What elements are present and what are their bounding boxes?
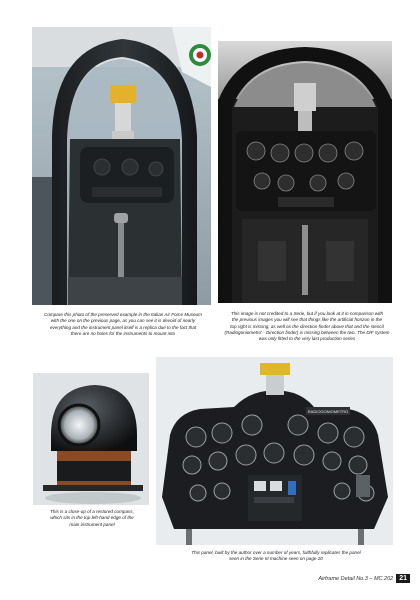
instrument-panel-caption <box>156 550 396 563</box>
caption-line: there are no holes for the instruments to mount into <box>70 330 176 336</box>
caption-line: with the one on the previous page, as you can see it is devoid of nearly <box>50 318 196 324</box>
caption-line: everything and the instrument panel itself is a replica due to the fact that <box>49 324 197 330</box>
compass-caption <box>33 509 151 528</box>
caption-line: the previous images you will see that things like the artificial horizon in the <box>231 317 383 323</box>
caption-line: seen in the Serie III machine seen on page 20 <box>229 556 323 562</box>
caption-line: which sits in the top left-hand edge of the <box>50 515 134 521</box>
instrument-panel-illustration <box>156 357 393 545</box>
museum-cockpit-photo <box>32 27 211 305</box>
caption-line: (Radiogoniometro' - Direction finder) is missing between the two. The D/F system <box>224 329 390 335</box>
caption-line: was only fitted to the very last production series <box>258 336 356 342</box>
caption-line: This is a close-up of a restored compass, <box>50 509 134 514</box>
bw-cockpit-illustration <box>218 41 392 303</box>
museum-cockpit-illustration <box>32 27 211 305</box>
instrument-panel-photo <box>156 357 393 545</box>
panel-placard-label: RADIOGONIOMETRO <box>307 409 349 414</box>
page-number: 21 <box>396 574 410 583</box>
caption-line: Compare this photo of the preserved example in the Italian Air Force Museum <box>44 312 202 317</box>
compass-illustration <box>33 373 149 505</box>
page-footer <box>318 574 410 583</box>
bw-cockpit-caption <box>218 311 396 342</box>
caption-line: This image is not credited to a Serie, but if you look at it in comparison with <box>230 311 384 316</box>
compass-photo <box>33 373 149 505</box>
bw-cockpit-photo <box>218 41 392 303</box>
museum-cockpit-caption <box>32 312 214 337</box>
caption-line: This panel, built by the author over a number of years, faithfully replicates the panel <box>191 550 361 555</box>
caption-line: top right is missing, as well as the direction finder above that and the stencil <box>230 323 384 329</box>
caption-line: main instrument panel <box>69 521 115 527</box>
publication-title: Airframe Detail No.3 – MC.202 <box>318 575 394 582</box>
